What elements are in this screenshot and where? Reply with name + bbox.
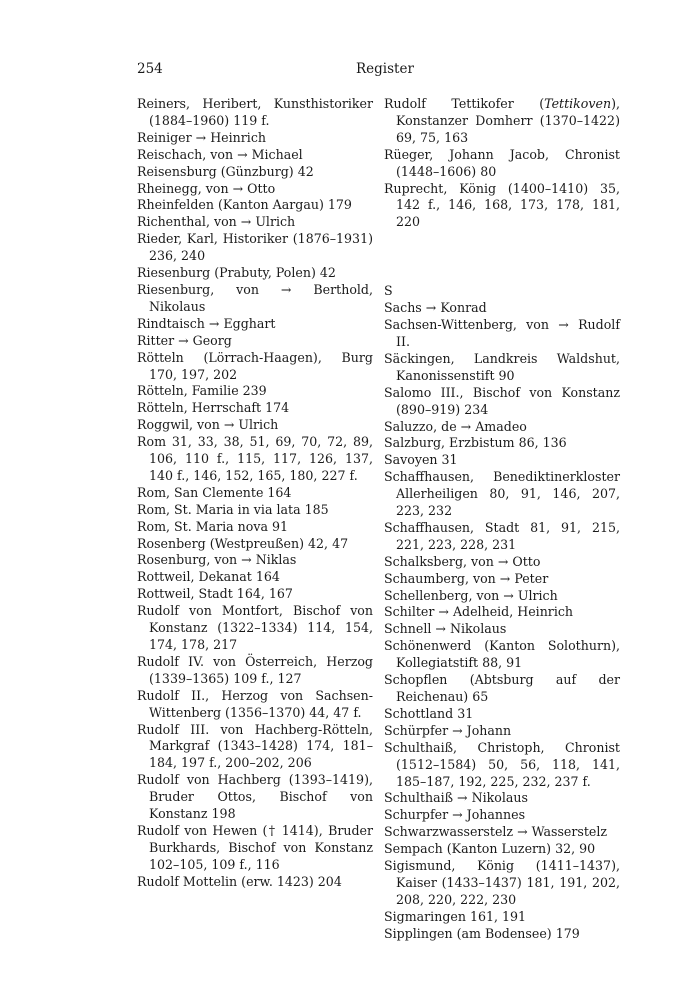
index-entry: Rudolf II., Herzog von Sachsen-Wittenberg (1356–1370) 44, 47 f. (137, 687, 373, 720)
index-entry: Rottweil, Stadt 164, 167 (137, 586, 293, 602)
index-entry (384, 96, 620, 147)
index-entry: Rottweil, Dekanat 164 (137, 569, 280, 585)
index-entry: Riesenburg, von → Berthold, Nikolaus (137, 281, 373, 314)
index-entry: Rötteln, Familie 239 (137, 383, 267, 399)
index-entry: Sigismund, König (1411–1437), Kaiser (1433–1437) 181, 191, 202, 208, 220, 222, 230 (384, 858, 620, 907)
index-entry: Schellenberg, von → Ulrich (384, 587, 558, 603)
index-entry: Schulthaiß, Christoph, Chronist (1512–1584) 50, 56, 118, 141, 185–187, 192, 225, 232, 237 f. (384, 739, 620, 789)
index-entry: Schaumberg, von → Peter (384, 570, 549, 586)
running-title: Register (356, 61, 414, 77)
index-entry: Schaffhausen, Stadt 81, 91, 215, 221, 223, 228, 231 (384, 519, 620, 552)
index-entry: Rheinfelden (Kanton Aargau) 179 (137, 197, 352, 213)
entry-italic-text: Tettikoven (544, 96, 612, 111)
index-entry: Schnell → Nikolaus (384, 621, 507, 637)
index-entry: Schopflen (Abtsburg auf der Reichenau) 65 (384, 672, 620, 704)
index-entry: Sigmaringen 161, 191 (384, 908, 527, 924)
index-entry: Rom, St. Maria nova 91 (137, 518, 289, 534)
index-entry: Rudolf von Montfort, Bischof von Konstanz (1322–1334) 114, 154, 174, 178, 217 (137, 603, 373, 652)
index-entry: Sipplingen (am Bodensee) 179 (384, 925, 580, 941)
index-entry: Sempach (Kanton Luzern) 32, 90 (384, 841, 596, 857)
index-entry: Reiniger → Heinrich (137, 129, 266, 145)
index-entry: Rötteln, Herrschaft 174 (137, 400, 290, 416)
section-letter: S (384, 283, 393, 299)
index-entry: Rom 31, 33, 38, 51, 69, 70, 72, 89, 106, 110 f., 115, 117, 126, 137, 140 f., 146, 152, 165, 180, 227 f. (137, 434, 373, 483)
entry-text: Rudolf Tettikofer ( (384, 96, 545, 111)
index-entry: Rindtaisch → Egghart (137, 315, 276, 331)
index-entry: Schilter → Adelheid, Heinrich (384, 604, 574, 620)
page-number: 254 (137, 61, 163, 77)
index-entry: Roggwil, von → Ulrich (137, 417, 279, 433)
index-entry: Salomo III., Bischof von Konstanz (890–919) 234 (384, 384, 620, 417)
index-entry: Rudolf IV. von Österreich, Herzog (1339–1365) 109 f., 127 (137, 653, 373, 686)
index-entry: Schurpfer → Johannes (384, 807, 526, 823)
index-entry: Rötteln (Lörrach-Haagen), Burg 170, 197, 202 (137, 349, 373, 382)
index-entry: Rom, St. Maria in via lata 185 (137, 501, 329, 517)
index-entry: Saluzzo, de → Amadeo (384, 418, 527, 434)
index-column-right (384, 96, 620, 943)
index-entry: Ritter → Georg (137, 332, 232, 348)
index-entry: Reiners, Heribert, Kunsthistoriker (1884–1960) 119 f. (137, 96, 373, 128)
index-entry: Rudolf Mottelin (erw. 1423) 204 (137, 873, 342, 889)
index-entry: Schwarzwasserstelz → Wasserstelz (384, 824, 608, 840)
index-entry: Richenthal, von → Ulrich (137, 214, 296, 230)
index-column-left (137, 96, 373, 891)
index-entry: Schalksberg, von → Otto (384, 553, 541, 569)
index-entry: Salzburg, Erzbistum 86, 136 (384, 435, 567, 451)
index-entry: Sachsen-Wittenberg, von → Rudolf II. (384, 317, 620, 349)
index-entry: Rheinegg, von → Otto (137, 180, 276, 196)
index-entry: Rosenberg (Westpreußen) 42, 47 (137, 535, 349, 551)
index-entry: Riesenburg (Prabuty, Polen) 42 (137, 265, 336, 281)
entry-text: ), Konstanzer Domherr (1370–1422) 69, 75, 163 (396, 96, 620, 145)
index-entry: Reisensburg (Günzburg) 42 (137, 163, 314, 179)
index-entry: Schönenwerd (Kanton Solothurn), Kollegiatstift 88, 91 (384, 638, 620, 671)
index-entry: Rosenburg, von → Niklas (137, 552, 297, 568)
index-entry: Reischach, von → Michael (137, 146, 303, 162)
index-entry: Rudolf von Hachberg (1393–1419), Bruder Ottos, Bischof von Konstanz 198 (137, 772, 373, 822)
index-entry: Schulthaiß → Nikolaus (384, 790, 528, 806)
index-entry: Schottland 31 (384, 705, 474, 721)
index-entry: Sachs → Konrad (384, 300, 487, 316)
index-entry: Rudolf III. von Hachberg-Rötteln, Markgraf (1343–1428) 174, 181–184, 197 f., 200–202, 206 (137, 721, 373, 771)
index-entry: Savoyen 31 (384, 452, 458, 468)
index-entry: Rieder, Karl, Historiker (1876–1931) 236, 240 (137, 231, 373, 264)
index-entry: Schaffhausen, Benediktinerkloster Allerheiligen 80, 91, 146, 207, 223, 232 (384, 469, 620, 519)
index-entry: Rom, San Clemente 164 (137, 484, 292, 500)
index-entry: Rudolf von Hewen († 1414), Bruder Burkhards, Bischof von Konstanz 102–105, 109 f., 116 (137, 822, 373, 872)
index-entry: Rüeger, Johann Jacob, Chronist (1448–1606) 80 (384, 146, 620, 179)
index-entry: Ruprecht, König (1400–1410) 35, 142 f., 146, 168, 173, 178, 181, 220 (384, 180, 620, 230)
index-entry: Säckingen, Landkreis Waldshut, Kanonissenstift 90 (384, 350, 620, 383)
index-entry: Schürpfer → Johann (384, 722, 512, 738)
